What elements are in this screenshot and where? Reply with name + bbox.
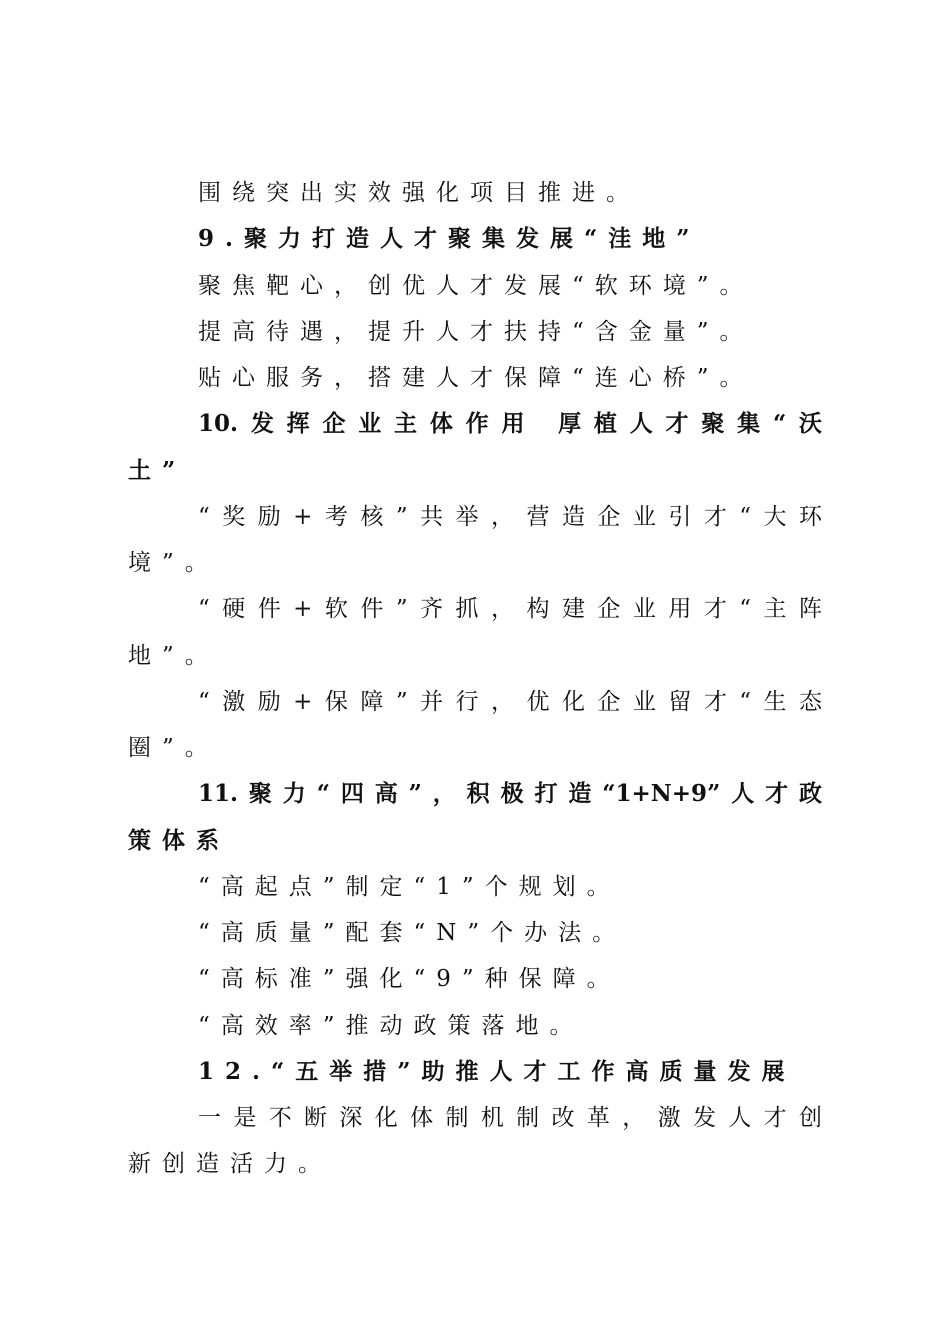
section-heading-10: 10.发挥企业主体作用 厚植人才聚集“沃	[198, 410, 822, 437]
section-heading-10-cont: 土”	[128, 457, 187, 484]
body-line: 圈”。	[128, 735, 219, 761]
body-line: “高标准”强化“9”种保障。	[198, 966, 621, 992]
body-line: 一是不断深化体制机制改革，激发人才创	[198, 1105, 822, 1131]
body-line: 提高待遇，提升人才扶持“含金量”。	[198, 319, 754, 345]
body-line: “硬件+软件”齐抓，构建企业用才“主阵	[198, 596, 822, 622]
section-heading-9: 9.聚力打造人才聚集发展“洼地”	[198, 225, 701, 252]
body-line: “奖励+考核”共举，营造企业引才“大环	[198, 504, 822, 530]
section-heading-11: 11.聚力“四高”，积极打造“1+N+9”人才政	[198, 780, 822, 807]
body-line: “高起点”制定“1”个规划。	[198, 874, 621, 900]
body-line: “高质量”配套“N”个办法。	[198, 920, 627, 946]
section-heading-11-cont: 策体系	[128, 827, 230, 854]
body-line: 聚焦靶心，创优人才发展“软环境”。	[198, 273, 754, 299]
body-line: 境”。	[128, 550, 219, 576]
body-line: 围绕突出实效强化项目推进。	[198, 180, 640, 206]
body-line: “高效率”推动政策落地。	[198, 1013, 584, 1039]
body-line: “激励+保障”并行，优化企业留才“生态	[198, 689, 822, 715]
body-line: 新创造活力。	[128, 1151, 332, 1177]
body-line: 地”。	[128, 643, 219, 669]
body-line: 贴心服务，搭建人才保障“连心桥”。	[198, 365, 754, 391]
section-heading-12: 12.“五举措”助推人才工作高质量发展	[198, 1058, 796, 1085]
